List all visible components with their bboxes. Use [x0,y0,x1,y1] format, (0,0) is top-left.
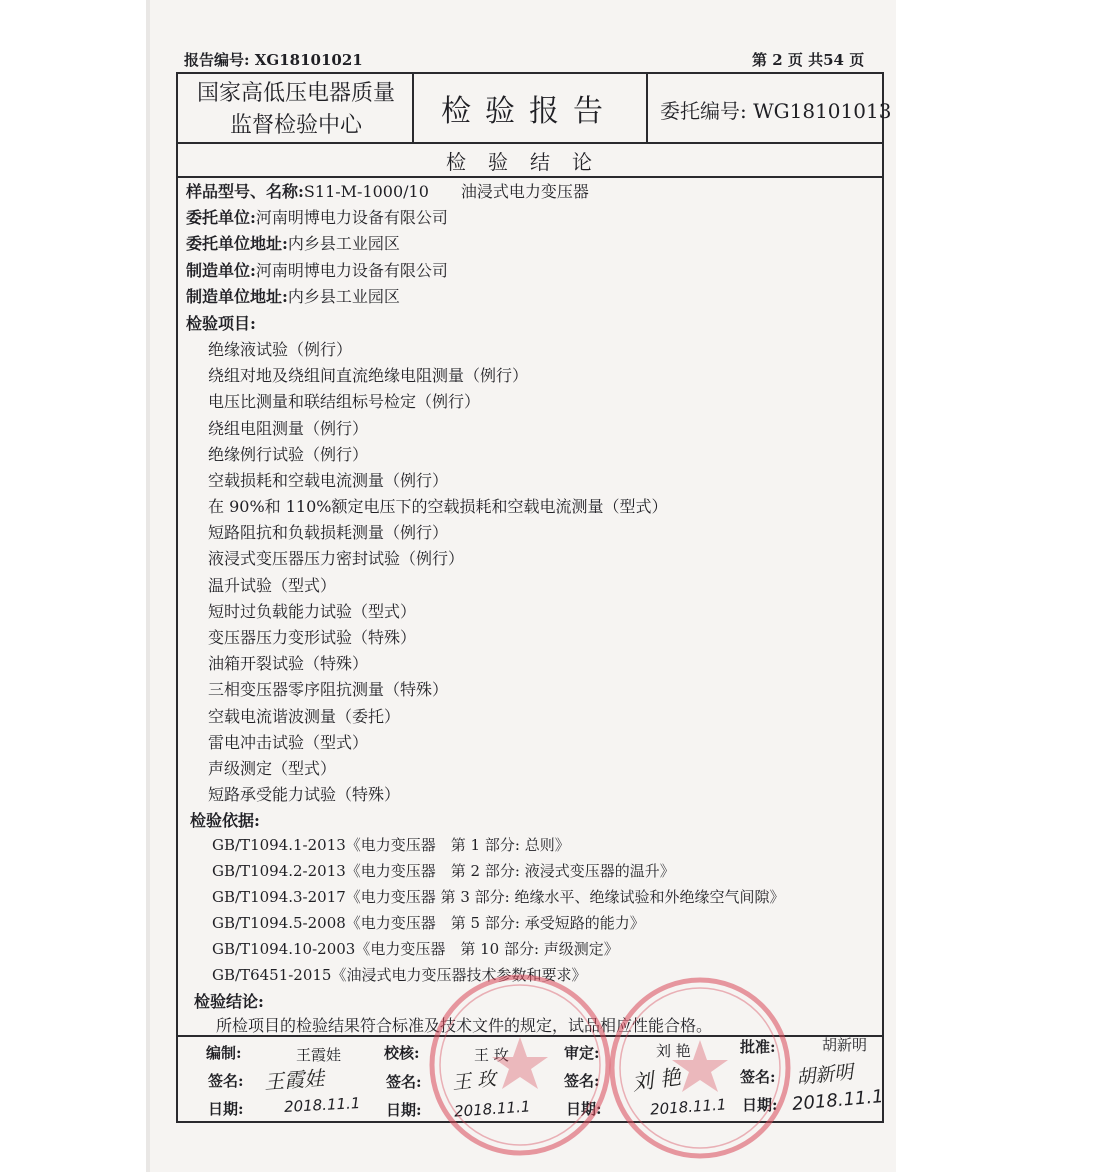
approver-label: 批准: [740,1038,776,1056]
info-client [186,205,448,228]
test-item: 短路承受能力试验（特殊） [208,785,401,804]
test-item: 液浸式变压器压力密封试验（例行） [208,549,465,568]
standard-reference: GB/T1094.3-2017《电力变压器 第 3 部分: 绝缘水平、绝缘试验和外绝缘空气间隙》 [212,888,785,906]
info-label: 制造单位地址: [186,287,288,306]
checker-signature: 王 玫 [451,1067,498,1095]
reviewer-name: 刘 艳 [656,1042,691,1060]
test-item: 电压比测量和联结组标号检定（例行） [208,392,481,411]
test-item: 绝缘液试验（例行） [208,340,353,359]
test-item: 温升试验（型式） [208,576,337,595]
info-label: 样品型号、名称: [186,182,304,201]
checker-label: 校核: [384,1044,420,1062]
test-item: 短路阻抗和负载损耗测量（例行） [208,523,449,542]
compiler-label: 编制: [206,1044,242,1062]
test-item: 油箱开裂试验（特殊） [208,654,369,673]
info-value: 内乡县工业园区 [287,234,400,253]
test-item: 在 90%和 110%额定电压下的空载损耗和空载电流测量（型式） [208,497,668,516]
conclusion-heading: 检验结论: [194,992,264,1011]
date-label: 日期: [386,1101,422,1119]
test-item: 三相变压器零序阻抗测量（特殊） [208,680,449,699]
title-col-divider-2 [646,72,648,142]
date-label: 日期: [742,1096,778,1114]
checker-name: 王 玫 [474,1046,509,1064]
sign-label: 签名: [386,1073,422,1091]
info-label: 委托单位地址: [186,234,288,253]
commission-number: 委托编号: WG18101013 [660,99,892,123]
reviewer-label: 审定: [564,1044,600,1062]
info-value: 内乡县工业园区 [287,287,400,306]
section-title: 检验结论 [446,150,614,174]
page-indicator: 第 2 页 共54 页 [752,51,865,69]
info-value: 河南明博电力设备有限公司 [255,208,448,227]
items-heading: 检验项目: [186,314,256,333]
compiler-signature: 王霞娃 [263,1065,325,1095]
date-label: 日期: [566,1100,602,1118]
test-item: 雷电冲击试验（型式） [208,733,369,752]
info-value: 河南明博电力设备有限公司 [255,261,448,280]
date-label: 日期: [208,1100,244,1118]
report-title: 检验报告 [441,94,617,129]
standard-reference: GB/T1094.10-2003《电力变压器 第 10 部分: 声级测定》 [212,940,619,958]
test-item: 变压器压力变形试验（特殊） [208,628,417,647]
org-line-1: 国家高低压电器质量 [196,81,395,106]
standard-reference: GB/T6451-2015《油浸式电力变压器技术参数和要求》 [212,966,587,984]
sign-label: 签名: [564,1072,600,1090]
sign-label: 签名: [740,1068,776,1086]
reviewer-date: 2018.11.1 [649,1095,727,1119]
test-item: 空载损耗和空载电流测量（例行） [208,471,449,490]
standard-reference: GB/T1094.1-2013《电力变压器 第 1 部分: 总则》 [212,836,570,854]
compiler-date: 2018.11.1 [283,1094,361,1116]
test-item: 绕组对地及绕组间直流绝缘电阻测量（例行） [208,366,529,385]
info-label: 制造单位: [186,261,256,280]
standard-reference: GB/T1094.2-2013《电力变压器 第 2 部分: 液浸式变压器的温升》 [212,862,675,880]
org-line-2: 监督检验中心 [229,113,362,138]
basis-heading: 检验依据: [190,811,260,830]
section-divider [176,176,884,178]
test-item: 空载电流谐波测量（委托） [208,707,401,726]
reviewer-signature: 刘 艳 [630,1064,683,1096]
approver-signature: 胡新明 [795,1061,855,1089]
info-sample [186,179,589,202]
compiler-name: 王霞娃 [296,1046,342,1064]
test-item: 绕组电阻测量（例行） [208,419,369,438]
info-client-address [186,231,400,254]
info-manufacturer [186,258,448,281]
issuing-organization [180,78,412,142]
title-row-divider [176,142,884,144]
test-item: 声级测定（型式） [208,759,337,778]
approver-date: 2018.11.1 [791,1086,885,1115]
test-item: 绝缘例行试验（例行） [208,445,369,464]
standard-reference: GB/T1094.5-2008《电力变压器 第 5 部分: 承受短路的能力》 [212,914,645,932]
checker-date: 2018.11.1 [453,1097,531,1121]
sign-label: 签名: [208,1072,244,1090]
info-manufacturer-address [186,284,400,307]
conclusion-text: 所检项目的检验结果符合标准及技术文件的规定，试品相应性能合格。 [216,1016,713,1035]
info-value: S11-M-1000/10 油浸式电力变压器 [303,182,589,201]
report-number: 报告编号: XG18101021 [184,51,363,69]
test-item: 短时过负载能力试验（型式） [208,602,417,621]
approver-name: 胡新明 [822,1036,868,1054]
info-label: 委托单位: [186,208,256,227]
